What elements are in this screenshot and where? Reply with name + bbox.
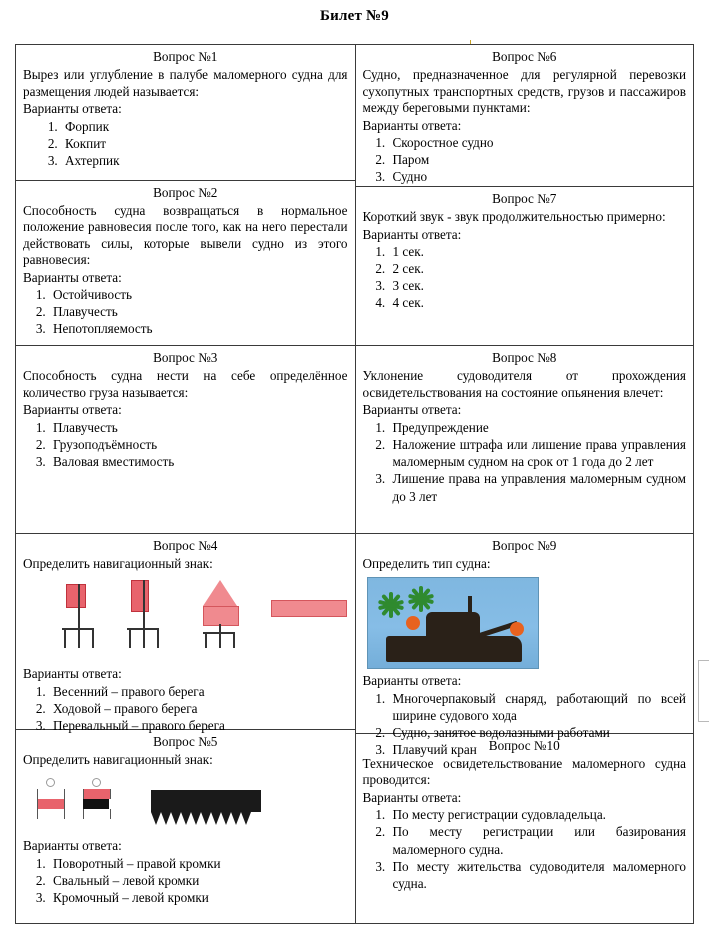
list-item[interactable]: 1. Скоростное судно bbox=[389, 134, 687, 151]
page-edge-mark bbox=[698, 660, 709, 722]
question-title-9: Вопрос №9 bbox=[492, 537, 557, 553]
knob-icon bbox=[92, 778, 101, 787]
question-title-5: Вопрос №5 bbox=[153, 733, 218, 749]
question-text-5: Определить навигационный знак: bbox=[23, 751, 213, 767]
answer-list-1 bbox=[23, 118, 348, 169]
sign-icon-c bbox=[195, 580, 245, 654]
list-item[interactable]: 2. По месту регистрации или базирования маломерного судна. bbox=[389, 823, 687, 857]
ship-mast-shape bbox=[468, 596, 472, 614]
question-cell-2 bbox=[16, 181, 355, 347]
answers-label-8: Варианты ответа: bbox=[362, 402, 462, 418]
list-item[interactable]: 2. Судно, занятое водолазными работами bbox=[389, 724, 687, 741]
list-item[interactable]: 1. Многочерпаковый снаряд, работающий по всей ширине судового хода bbox=[389, 690, 687, 724]
list-item[interactable]: 2. Грузоподъёмность bbox=[49, 436, 348, 453]
answers-label-7: Варианты ответа: bbox=[362, 226, 462, 242]
sign-icon-board-2 bbox=[83, 778, 109, 819]
list-item[interactable]: 3. Кромочный – левой кромки bbox=[49, 889, 348, 906]
question-title-6: Вопрос №6 bbox=[492, 49, 557, 64]
answers-label-1: Варианты ответа: bbox=[23, 101, 122, 116]
question-title-1: Вопрос №1 bbox=[153, 49, 218, 64]
list-item[interactable]: 2. Наложение штрафа или лишение права управления маломерным судном на срок от 1 года до 2 лет bbox=[389, 436, 687, 470]
question-text-4: Определить навигационный знак: bbox=[23, 555, 213, 571]
question-cell-5 bbox=[16, 730, 355, 923]
list-item[interactable]: 3. Перевальный – правого берега bbox=[49, 717, 348, 734]
question-cell-1 bbox=[16, 45, 355, 181]
answers-label-2: Варианты ответа: bbox=[23, 269, 122, 285]
answer-list-2 bbox=[23, 286, 348, 337]
list-item[interactable]: 3. Ахтерпик bbox=[61, 152, 348, 169]
question-grid bbox=[15, 44, 694, 924]
knob-icon bbox=[46, 778, 55, 787]
list-item[interactable]: 3. По месту жительства судоводителя маломерного судна. bbox=[389, 858, 687, 892]
sign-icon-a bbox=[58, 584, 102, 654]
orange-marker-icon bbox=[406, 616, 420, 630]
list-item[interactable]: 2. Паром bbox=[389, 151, 687, 168]
list-item[interactable]: 3. Плавучий кран bbox=[389, 741, 687, 758]
sign-icon-d bbox=[271, 600, 347, 617]
question-title-7: Вопрос №7 bbox=[492, 191, 557, 206]
answer-list-7 bbox=[363, 243, 687, 312]
vessel-photo bbox=[367, 577, 539, 669]
list-item[interactable]: 3. Непотопляемость bbox=[49, 320, 348, 337]
list-item[interactable]: 2. Плавучесть bbox=[49, 303, 348, 320]
answers-label-5: Варианты ответа: bbox=[23, 838, 122, 854]
list-item[interactable]: 1. 1 сек. bbox=[389, 243, 687, 260]
list-item[interactable]: 1. Весенний – правого берега bbox=[49, 683, 348, 700]
answers-label-9: Варианты ответа: bbox=[362, 673, 462, 689]
question-text-8: Уклонение судоводителя от прохождения освидетельствования на состояние опьянения влечет: bbox=[362, 368, 686, 400]
answer-list-3 bbox=[23, 419, 348, 470]
left-column bbox=[16, 45, 356, 923]
question-text-6: Судно, предназначенное для регулярной перевозки сухопутных транспортных средств, грузов и пассажиров между береговыми пунктами: bbox=[362, 67, 686, 115]
list-item[interactable]: 1. Поворотный – правой кромки bbox=[49, 855, 348, 872]
question-cell-8 bbox=[356, 346, 694, 533]
list-item[interactable]: 3. Лишение права на управления маломерным судном до 3 лет bbox=[389, 470, 687, 504]
answers-label-10: Варианты ответа: bbox=[362, 789, 462, 805]
navigation-sign-figure-4 bbox=[23, 578, 348, 664]
list-item[interactable]: 1. Плавучесть bbox=[49, 419, 348, 436]
question-title-2: Вопрос №2 bbox=[153, 184, 218, 200]
answer-list-4 bbox=[23, 683, 348, 734]
sign-icon-board-1 bbox=[37, 778, 63, 819]
question-text-7: Короткий звук - звук продолжительностью примерно: bbox=[362, 209, 666, 224]
answers-label-4: Варианты ответа: bbox=[23, 666, 122, 682]
list-item[interactable]: 3. Судно bbox=[389, 168, 687, 185]
page-title: Билет №9 bbox=[320, 8, 389, 24]
right-column bbox=[356, 45, 694, 923]
answers-label-6: Варианты ответа: bbox=[362, 117, 462, 133]
answers-label-3: Варианты ответа: bbox=[23, 402, 122, 418]
list-item[interactable]: 3. Валовая вместимость bbox=[49, 453, 348, 470]
list-item[interactable]: 1. Предупреждение bbox=[389, 419, 687, 436]
ship-hull-shape bbox=[386, 636, 522, 662]
orange-marker-icon bbox=[510, 622, 524, 636]
tree-icon bbox=[408, 586, 434, 612]
sign-icon-sawtooth-bar bbox=[151, 790, 261, 812]
question-text-10: Техническое освидетельствование маломерного судна проводится: bbox=[362, 755, 686, 788]
tree-icon bbox=[378, 592, 404, 618]
question-title-10: Вопрос №10 bbox=[488, 737, 560, 753]
answer-list-8 bbox=[363, 419, 687, 505]
list-item[interactable]: 2. Кокпит bbox=[61, 135, 348, 152]
question-cell-7 bbox=[356, 187, 694, 346]
list-item[interactable]: 1. Остойчивость bbox=[49, 286, 348, 303]
list-item[interactable]: 2. Ходовой – правого берега bbox=[49, 700, 348, 717]
question-cell-6 bbox=[356, 45, 694, 187]
list-item[interactable]: 1. Форпик bbox=[61, 118, 348, 135]
question-title-8: Вопрос №8 bbox=[492, 350, 557, 366]
question-text-1: Вырез или углубление в палубе маломерного судна для размещения людей называется: bbox=[23, 67, 348, 99]
answer-list-5 bbox=[23, 855, 348, 906]
list-item[interactable]: 2. 2 сек. bbox=[389, 260, 687, 277]
question-cell-10 bbox=[356, 734, 694, 923]
question-text-2: Способность судна возвращаться в нормальное положение равновесия после того, как на него перестали действовать силы, которые вывели судно из этого равновесия: bbox=[23, 202, 348, 268]
ship-superstructure-shape bbox=[426, 612, 480, 638]
question-cell-3 bbox=[16, 346, 355, 533]
question-text-9: Определить тип судна: bbox=[362, 555, 491, 571]
list-item[interactable]: 4. 4 сек. bbox=[389, 294, 687, 311]
question-title-3: Вопрос №3 bbox=[153, 350, 218, 366]
question-cell-4 bbox=[16, 534, 355, 733]
answer-list-10 bbox=[363, 806, 687, 892]
answer-list-6 bbox=[363, 134, 687, 185]
sign-icon-b bbox=[123, 580, 167, 654]
question-title-4: Вопрос №4 bbox=[153, 537, 218, 553]
question-text-3: Способность судна нести на себе определённое количество груза называется: bbox=[23, 368, 348, 400]
list-item[interactable]: 3. 3 сек. bbox=[389, 277, 687, 294]
list-item[interactable]: 2. Свальный – левой кромки bbox=[49, 872, 348, 889]
vessel-photo-image bbox=[367, 577, 539, 669]
navigation-sign-figure-5 bbox=[23, 774, 348, 836]
list-item[interactable]: 1. По месту регистрации судовладельца. bbox=[389, 806, 687, 823]
